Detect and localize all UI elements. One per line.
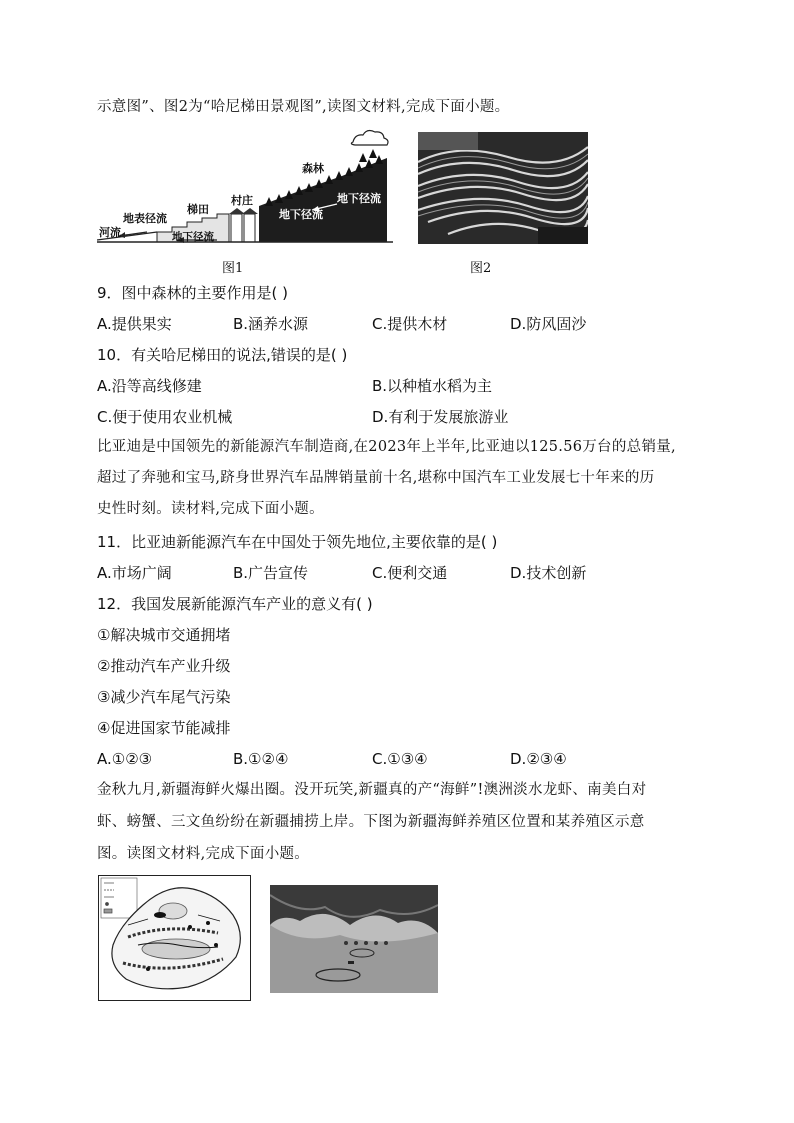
passage-3-line-3: 图。读图文材料,完成下面小题。 bbox=[97, 846, 310, 862]
q9-option-d: D.防风固沙 bbox=[510, 315, 587, 333]
q12-statement-4: ④促进国家节能减排 bbox=[97, 719, 231, 737]
q12-option-a: A.①②③ bbox=[97, 750, 153, 768]
label-surface-runoff: 地表径流 bbox=[123, 212, 167, 225]
label-river: 河流 bbox=[99, 226, 121, 239]
q11-option-b: B.广告宣传 bbox=[233, 564, 309, 582]
q12-statement-3: ③减少汽车尾气污染 bbox=[97, 688, 231, 706]
label-underground-runoff-3: 地下径流 bbox=[337, 192, 381, 205]
question-9-stem: 9．图中森林的主要作用是( ) bbox=[97, 284, 289, 302]
terrace-cross-section-diagram bbox=[97, 128, 393, 246]
q12-option-d: D.②③④ bbox=[510, 750, 567, 768]
figure1-caption: 图1 bbox=[222, 261, 244, 276]
q12-statement-1: ①解决城市交通拥堵 bbox=[97, 626, 231, 644]
question-10-stem: 10．有关哈尼梯田的说法,错误的是( ) bbox=[97, 346, 348, 364]
label-village: 村庄 bbox=[231, 194, 253, 207]
q11-option-a: A.市场广阔 bbox=[97, 564, 172, 582]
passage-3-line-1: 金秋九月,新疆海鲜火爆出圈。没开玩笑,新疆真的产“海鲜”!澳洲淡水龙虾、南美白对 bbox=[97, 782, 647, 798]
passage-3-line-2: 虾、螃蟹、三文鱼纷纷在新疆捕捞上岸。下图为新疆海鲜养殖区位置和某养殖区示意 bbox=[97, 814, 645, 830]
figure2-caption: 图2 bbox=[470, 261, 492, 276]
q9-option-b: B.涵养水源 bbox=[233, 315, 309, 333]
question-11-stem: 11．比亚迪新能源汽车在中国处于领先地位,主要依靠的是( ) bbox=[97, 533, 498, 551]
q12-option-c: C.①③④ bbox=[372, 750, 428, 768]
q10-option-d: D.有利于发展旅游业 bbox=[372, 408, 509, 426]
label-underground-runoff-1: 地下径流 bbox=[172, 231, 214, 243]
aquaculture-area-photo bbox=[270, 885, 438, 993]
q9-option-a: A.提供果实 bbox=[97, 315, 172, 333]
question-12-stem: 12．我国发展新能源汽车产业的意义有( ) bbox=[97, 595, 373, 613]
intro-text: 示意图”、图2为“哈尼梯田景观图”,读图文材料,完成下面小题。 bbox=[97, 99, 510, 115]
passage-2-line-3: 史性时刻。读材料,完成下面小题。 bbox=[97, 501, 324, 517]
q10-option-a: A.沿等高线修建 bbox=[97, 377, 202, 395]
q11-option-c: C.便利交通 bbox=[372, 564, 448, 582]
label-forest: 森林 bbox=[302, 162, 324, 175]
xinjiang-aquaculture-map bbox=[98, 875, 251, 1001]
q11-option-d: D.技术创新 bbox=[510, 564, 587, 582]
q10-option-c: C.便于使用农业机械 bbox=[97, 408, 233, 426]
terrace-landscape-photo bbox=[418, 132, 588, 244]
q12-option-b: B.①②④ bbox=[233, 750, 289, 768]
label-underground-runoff-2: 地下径流 bbox=[279, 208, 323, 221]
q9-option-c: C.提供木材 bbox=[372, 315, 448, 333]
q12-statement-2: ②推动汽车产业升级 bbox=[97, 657, 231, 675]
cloud-icon bbox=[351, 131, 388, 145]
passage-2-line-2: 超过了奔驰和宝马,跻身世界汽车品牌销量前十名,堪称中国汽车工业发展七十年来的历 bbox=[97, 470, 655, 486]
label-terrace: 梯田 bbox=[187, 203, 209, 216]
q10-option-b: B.以种植水稻为主 bbox=[372, 377, 493, 395]
passage-2-line-1: 比亚迪是中国领先的新能源汽车制造商,在2023年上半年,比亚迪以125.56万台的总销量, bbox=[97, 439, 676, 455]
